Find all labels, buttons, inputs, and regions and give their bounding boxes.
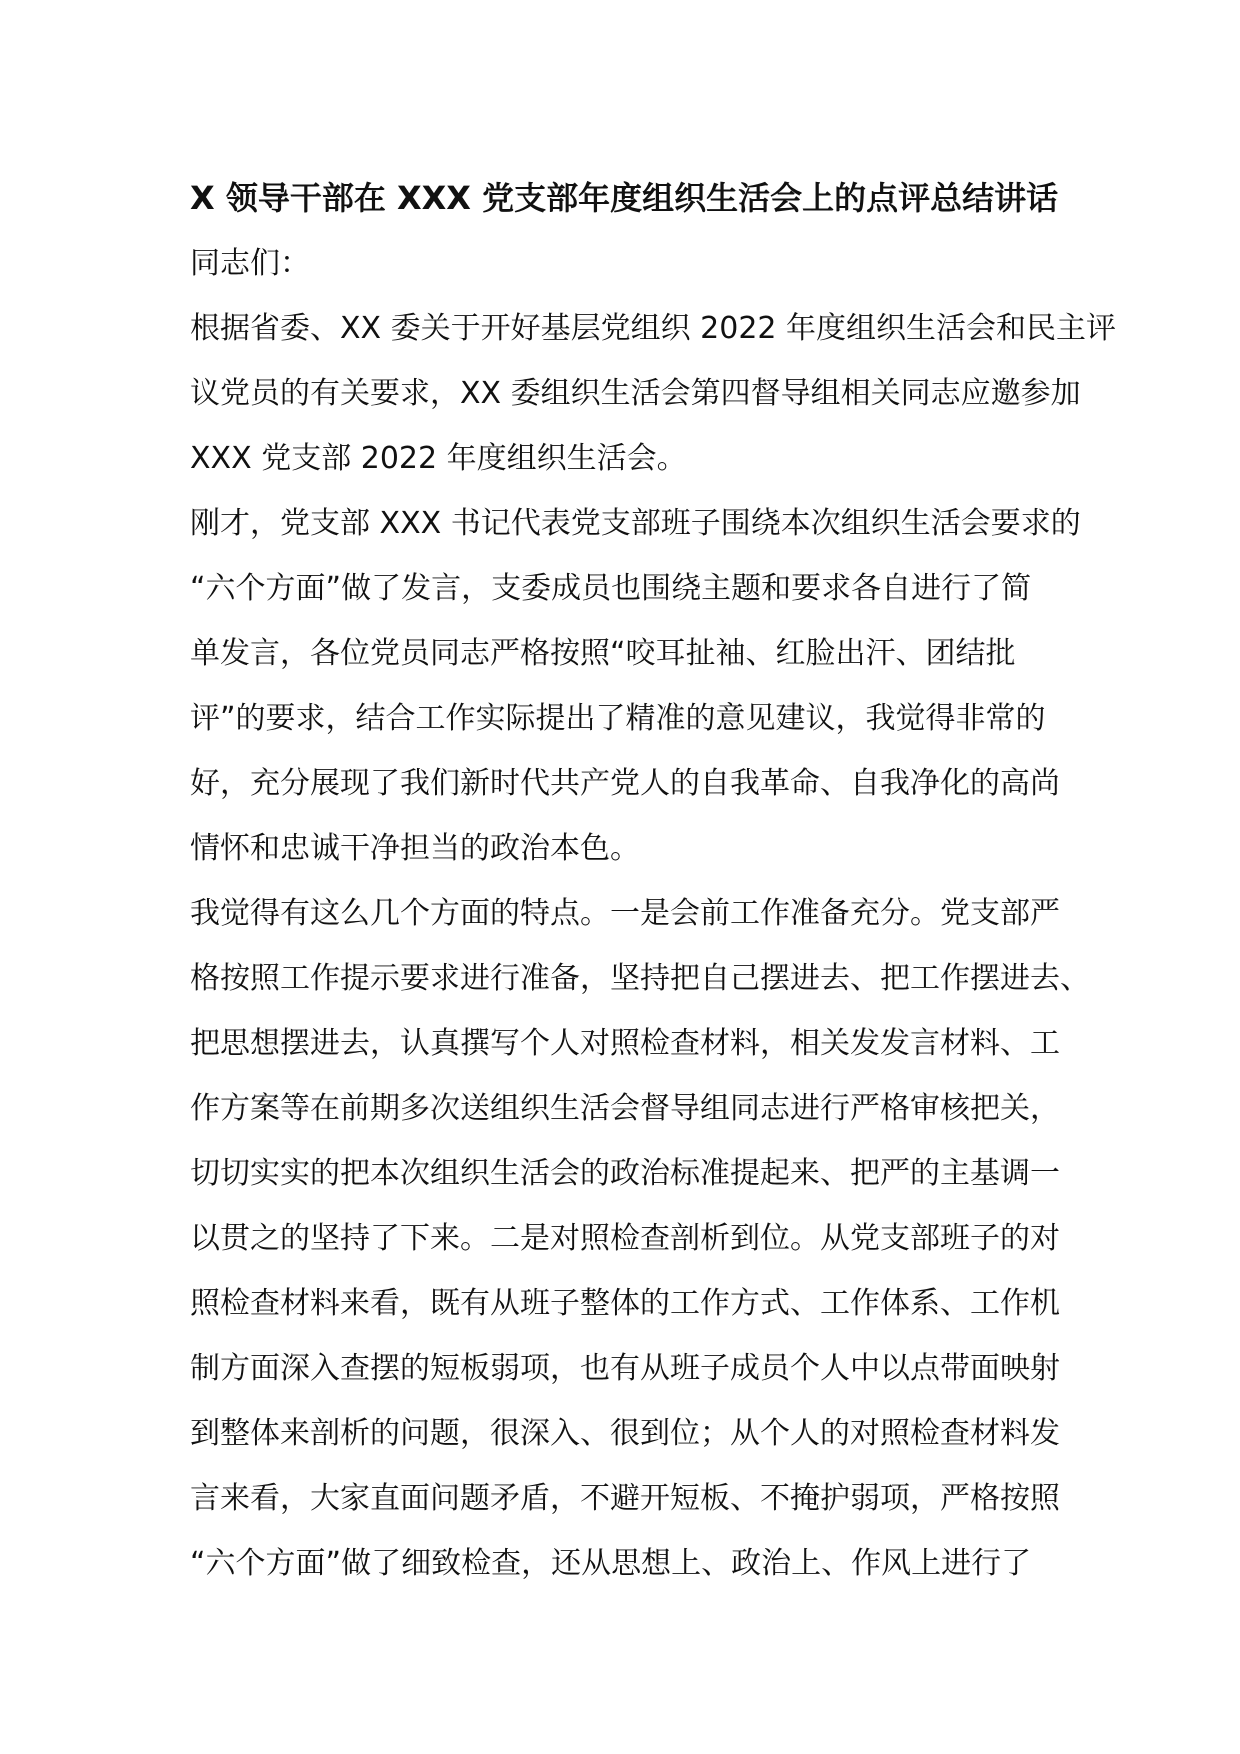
paragraph-line: 好，充分展现了我们新时代共产党人的自我革命、自我净化的高尚 <box>190 766 1060 801</box>
paragraph-line: 根据省委、XX 委关于开好基层党组织 2022 年度组织生活会和民主评 <box>190 311 1117 346</box>
paragraph-line: 格按照工作提示要求进行准备，坚持把自己摆进去、把工作摆进去、 <box>190 961 1090 996</box>
paragraph-line: 作方案等在前期多次送组织生活会督导组同志进行严格审核把关， <box>190 1091 1060 1126</box>
paragraph-line: 单发言，各位党员同志严格按照“咬耳扯袖、红脸出汗、团结批 <box>190 636 1016 671</box>
paragraph-line: 到整体来剖析的问题，很深入、很到位；从个人的对照检查材料发 <box>190 1416 1060 1451</box>
paragraph-line: 议党员的有关要求，XX 委组织生活会第四督导组相关同志应邀参加 <box>190 376 1081 411</box>
paragraph-line: 我觉得有这么几个方面的特点。一是会前工作准备充分。党支部严 <box>190 896 1060 931</box>
paragraph-line: 照检查材料来看，既有从班子整体的工作方式、工作体系、工作机 <box>190 1286 1060 1321</box>
paragraph-line: XXX 党支部 2022 年度组织生活会。 <box>190 441 687 476</box>
paragraph-line: 同志们： <box>190 246 310 281</box>
paragraph-line: 以贯之的坚持了下来。二是对照检查剖析到位。从党支部班子的对 <box>190 1221 1060 1256</box>
paragraph-line: 切切实实的把本次组织生活会的政治标准提起来、把严的主基调一 <box>190 1156 1060 1191</box>
document-body <box>190 237 1117 1602</box>
document-title: X 领导干部在 XXX 党支部年度组织生活会上的点评总结讲话 <box>190 179 1059 217</box>
paragraph-line: “六个方面”做了细致检查，还从思想上、政治上、作风上进行了 <box>190 1546 1032 1581</box>
paragraph-line: 评”的要求，结合工作实际提出了精准的意见建议，我觉得非常的 <box>190 701 1046 736</box>
paragraph-line: 言来看，大家直面问题矛盾，不避开短板、不掩护弱项，严格按照 <box>190 1481 1060 1516</box>
paragraph-line: 情怀和忠诚干净担当的政治本色。 <box>190 831 640 866</box>
paragraph-line: 刚才，党支部 XXX 书记代表党支部班子围绕本次组织生活会要求的 <box>190 506 1081 541</box>
paragraph-line: 把思想摆进去，认真撰写个人对照检查材料，相关发发言材料、工 <box>190 1026 1060 1061</box>
paragraph-line: 制方面深入查摆的短板弱项，也有从班子成员个人中以点带面映射 <box>190 1351 1060 1386</box>
paragraph-line: “六个方面”做了发言，支委成员也围绕主题和要求各自进行了简 <box>190 571 1032 606</box>
